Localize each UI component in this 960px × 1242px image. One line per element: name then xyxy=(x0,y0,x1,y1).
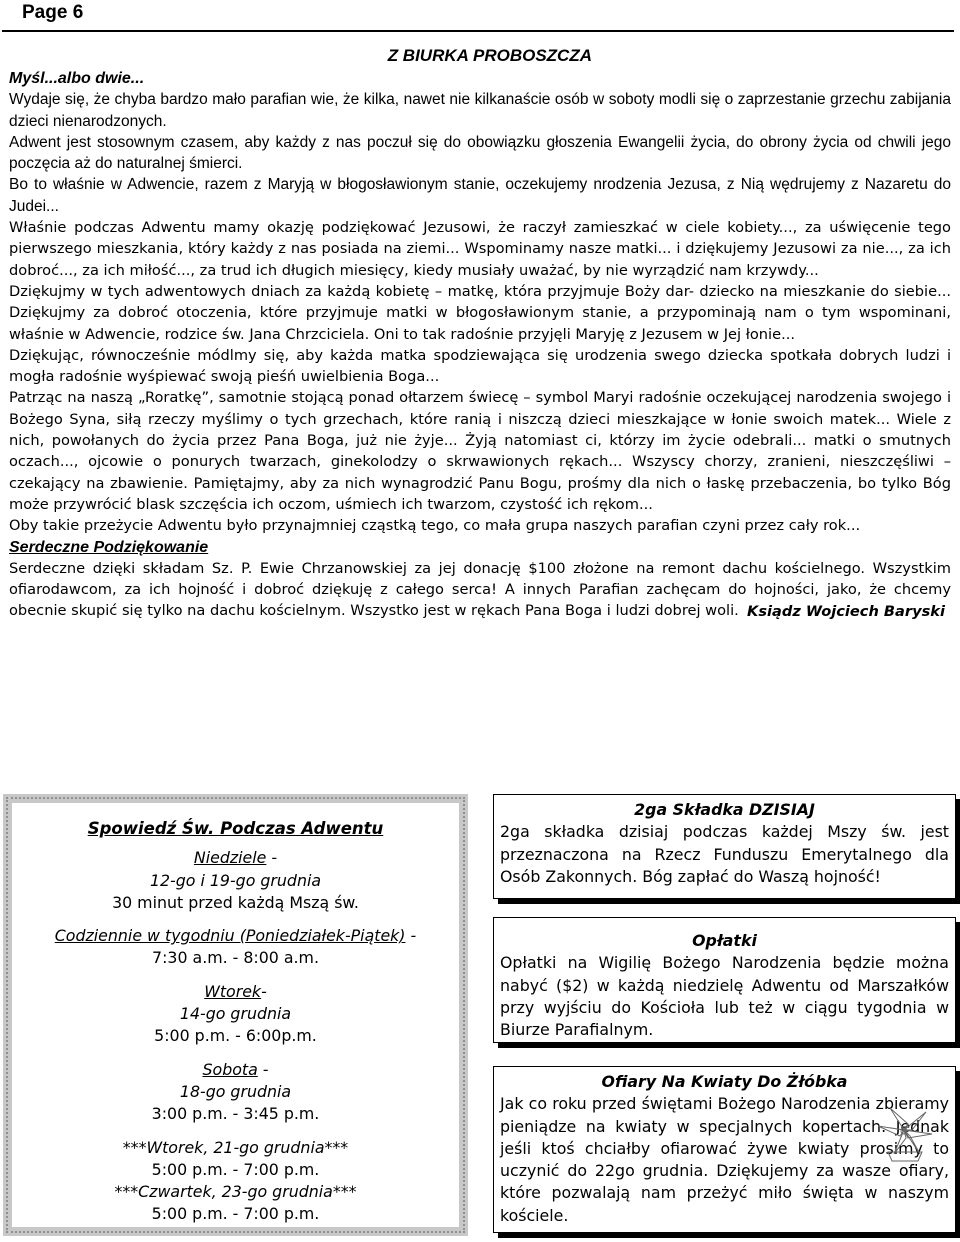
article-paragraph: Dziękując, równocześnie módlmy się, aby każda matka spodziewająca się urodzenia swego dziecka spotkała dobrych ludzi i mogła radośnie wyśpiewać swoją pieśń uwielbienia Boga... xyxy=(9,346,951,386)
article-paragraph: Oby takie przeżycie Adwentu było przynajmniej cząstką tego, co mała grupa naszych parafian czyni przez cały rok... xyxy=(9,517,861,535)
schedule-time: 30 minut przed każdą Mszą św. xyxy=(112,892,359,912)
schedule-date: 18-go grudnia xyxy=(179,1081,292,1101)
article-paragraph: Wydaje się, że chyba bardzo mało parafian wie, że kilka, nawet nie kilkanaście osób w soboty modli się o zaprzestanie grzechu zabijania dzieci nienarodzonych. xyxy=(9,91,951,130)
article-heading: Myśl...albo dwie... xyxy=(9,70,145,87)
schedule-label: Sobota xyxy=(202,1059,258,1079)
signature: Ksiądz Wojciech Baryski xyxy=(747,602,945,620)
schedule-time: 3:00 p.m. - 3:45 p.m. xyxy=(151,1104,320,1124)
schedule-title: Spowiedź Św. Podczas Adwentu xyxy=(87,819,384,838)
schedule-label: Niedziele xyxy=(193,848,267,868)
thanks-text: Serdeczne dzięki składam Sz. P. Ewie Chrzanowskiej za jej donację $100 złożone na remont dachu kościelnego. Wszystkim ofiarodawcom, za ich hojność i dobroć dziękuję z całego serca! A innych Parafian zachęcam do hojności, jako, że chcemy obecnie skupić się tylko na dachu kościelnym. Wszystko jest w rękach Pana Boga i ludzi dobrej woli. xyxy=(9,559,951,620)
schedule-label: Codziennie w tygodniu (Poniedziałek-Piątek) xyxy=(54,926,406,946)
article-paragraph: Właśnie podczas Adwentu mamy okazję podziękować Jezusowi, że raczył zamieszkać w ciele kobiety..., za uświęcenie tego pierwszego mieszkania, który każdy z nas posiada na ziemi... Wspominamy nasze matki... i dziękujemy Jezusowi za nie..., za ich dobroć..., za ich miłość..., za trud ich długich miesięcy, kiedy musiały uważać, by nie wyrządzić nam krzywdy... xyxy=(9,219,951,279)
collection-box xyxy=(493,794,956,899)
wafers-title: Opłatki xyxy=(692,931,757,950)
schedule-label: Wtorek xyxy=(204,981,262,1001)
wafers-text: Opłatki na Wigilię Bożego Narodzenia będzie można nabyć ($2) w każdą niedzielę Adwentu od Marszałków przy wyjściu do Kościoła lub też w ciągu tygodnia w Biurze Parafialnym. xyxy=(500,953,949,1040)
schedule-time: 5:00 p.m. - 6:00p.m. xyxy=(154,1026,317,1046)
schedule-time: 7:30 a.m. - 8:00 a.m. xyxy=(152,948,319,968)
poinsettia-icon xyxy=(860,1100,948,1162)
article-paragraph: Patrząc na naszą „Roratkę”, samotnie stojącą ponad ołtarzem świecę – symbol Maryi radośnie oczekującej narodzenia swojego i Bożego Syna, siłą rzeczy myślimy o tych grzechach, które ranią i niszczą dzieci mieszkające w łonie swoich matek... Wiele z nich, powołanych do życia przez Pana Boga, już nie żyje... Żyją natomiast ci, którzy im życie odebrali... matki o smutnych oczach..., ojcowie o ponurych twarzach, ginekolodzy o skrwawionych rękach... Wszyscy chorzy, zranieni, nieszczęśliwi – czekający na zbawienie. Pamiętajmy, aby za nich wynagrodzić Panu Bogu, prośmy dla nich o łaskę przebaczenia, bo tylko Bóg może przywrócić blask szczęścia ich oczom, uśmiech ich twarzom, czystość ich rękom... xyxy=(9,389,951,513)
page-number: Page 6 xyxy=(22,2,84,23)
schedule-time: 5:00 p.m. - 7:00 p.m. xyxy=(151,1159,320,1179)
flowers-title: Ofiary Na Kwiaty Do Żłóbka xyxy=(601,1072,848,1091)
schedule-special-label: ***Czwartek, 23-go grudnia*** xyxy=(114,1182,357,1202)
schedule-special-label: ***Wtorek, 21-go grudnia*** xyxy=(122,1137,349,1157)
flowers-text: Jak co roku przed świętami Bożego Narodzenia zbieramy pieniądze na kwiaty w specjalnych kopertach. Jednak jeśli ktoś chciałby ofiarować żywe kwiaty prosimy to uczynić do 22go grudnia. Dziękujemy za wasze ofiary, które pozwalają nam przeżyć miło święta w naszym kościele. xyxy=(500,1094,949,1225)
section-title: Z BIURKA PROBOSZCZA xyxy=(387,46,592,65)
article-paragraph: Dziękujmy w tych adwentowych dniach za każdą kobietę – matkę, która przyjmuje Boży dar- dziecko na mieszkanie do siebie... Dziękujmy za dobroć otoczenia, które przyjmuje matki w błogosławionym stanie, a przypominają nam o tym wspominani, właśnie w Adwencie, rodzice św. Jana Chrzciciela. Oni to tak radośnie przyjęli Maryję z Jezusem w Jej łonie... xyxy=(9,282,951,343)
thanks-heading: Serdeczne Podziękowanie xyxy=(9,538,209,556)
schedule-date: 12-go i 19-go grudnia xyxy=(149,870,322,890)
article-paragraph: Bo to właśnie w Adwencie, razem z Maryją w błogosławionym stanie, oczekujemy nrodzenia Jezusa, z Nią wędrujemy z Nazaretu do Judei... xyxy=(9,176,951,215)
schedule-time: 5:00 p.m. - 7:00 p.m. xyxy=(151,1204,320,1224)
article-paragraph: Adwent jest stosownym czasem, aby każdy z nas poczuł się do obowiązku głoszenia Ewangelii życia, do obrony życia od chwili jego poczęcia aż do naturalnej śmierci. xyxy=(9,133,951,173)
page-header xyxy=(2,0,954,32)
collection-title: 2ga Składka DZISIAJ xyxy=(634,800,815,819)
collection-text: 2ga składka dzisiaj podczas każdej Mszy św. jest przeznaczona na Rzecz Funduszu Emerytalnego dla Osób Zakonnych. Bóg zapłać do Waszą hojność! xyxy=(500,822,949,886)
confession-schedule: Spowiedź Św. Podczas Adwentu Niedziele - 12-go i 19-go grudnia 30 minut przed każdą Mszą św. Codziennie w tygodniu (Poniedziałek-Piątek) - 7:30 a.m. - 8:00 a.m. Wtorek- 14-go grudnia 5:00 p.m. - 6:00p.m. Sobota - 18-go grudnia 3:00 p.m. - 3:45 p.m. ***Wtorek, 21-go grudnia*** 5:00 p.m. - 7:00 p.m. ***Czwartek, 23-go grudnia*** 5:00 p.m. - 7:00 p.m. xyxy=(3,794,468,1236)
pastor-article xyxy=(9,44,951,622)
schedule-date: 14-go grudnia xyxy=(179,1004,292,1024)
wafers-box xyxy=(493,917,956,1043)
